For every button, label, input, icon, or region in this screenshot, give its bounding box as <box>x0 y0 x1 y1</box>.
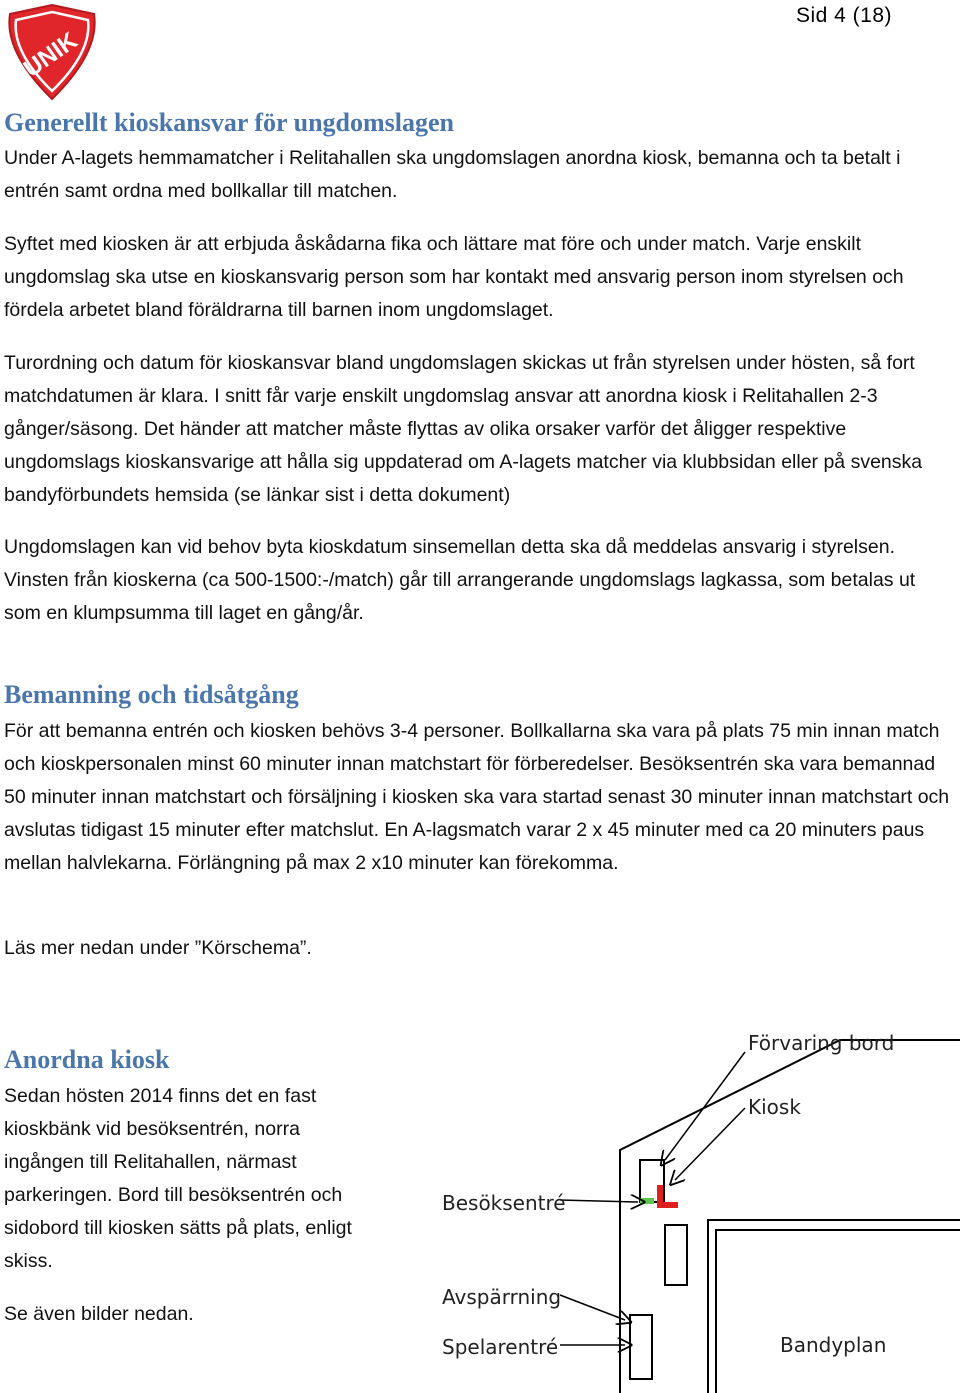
arrow-forvaring <box>665 1052 745 1160</box>
paragraph: Turordning och datum för kioskansvar bland ungdomslagen skickas ut från styrelsen under hösten, så fort matchdatumen är klara. I snitt får varje enskilt ungdomslag ansvar att anordna kiosk i Relitahallen 2-3 gånger/säsong. Det händer att matcher måste flyttas av olika orsaker varför det åligger respektive ungdomslags kioskansvarige att hålla sig uppdaterad om A-lagets matcher via klubbsidan eller på svenska bandyförbundets hemsida (se länkar sist i detta dokument) <box>4 352 923 506</box>
label-kiosk: Kiosk <box>748 1095 801 1119</box>
paragraph: Sedan hösten 2014 finns det en fast kioskbänk vid besöksentrén, norra ingången till Relitahallen, närmast parkeringen. Bord till besöksentrén och sidobord till kiosken sätts på plats, enligt skiss. <box>4 1085 352 1272</box>
label-spelarentre: Spelarentré <box>442 1335 559 1359</box>
arrow-besoksentre <box>560 1200 638 1202</box>
label-forvaring-bord: Förvaring bord <box>748 1031 895 1055</box>
section-heading-bemanning: Bemanning och tidsåtgång <box>4 680 299 709</box>
kiosk-marker <box>660 1185 678 1205</box>
paragraph: För att bemanna entrén och kiosken behövs 3-4 personer. Bollkallarna ska vara på plats 75 min innan match och kioskpersonalen minst 60 minuter innan matchstart för förberedelser. Besöksentrén ska vara bemannad 50 minuter innan matchstart och försäljning i kiosken ska vara startad senast 30 minuter innan matchstart och avslutas tidigast 15 minuter efter matchslut. En A-lagsmatch varar 2 x 45 minuter med ca 20 minuters paus mellan halvlekarna. Förlängning på max 2 x10 minuter kan förekomma. <box>4 720 950 874</box>
club-logo <box>4 2 100 102</box>
label-avsparrning: Avspärrning <box>442 1285 562 1309</box>
section-heading-kioskansvar: Generellt kioskansvar för ungdomslagen <box>4 108 454 137</box>
table-marker <box>640 1198 654 1204</box>
arrow-kiosk <box>675 1108 745 1180</box>
paragraph: Syftet med kiosken är att erbjuda åskådarna fika och lättare mat före och under match. Varje enskilt ungdomslag ska utse en kioskansvarig person som har kontakt med ansvarig person inom styrelsen och fördela arbetet bland föräldrarna till barnen inom ungdomslaget. <box>4 233 904 321</box>
arrow-avsparrning <box>560 1295 625 1320</box>
page-number: Sid 4 (18) <box>795 4 892 27</box>
paragraph: Se även bilder nedan. <box>4 1303 194 1325</box>
hall-inner-wall <box>708 1220 960 1393</box>
hall-inner-wall-2 <box>716 1230 960 1393</box>
logo-text: UNIK <box>18 27 83 83</box>
kiosk-layout-sketch <box>420 1020 960 1393</box>
paragraph: Läs mer nedan under ”Körschema”. <box>4 937 312 959</box>
player-entrance-table <box>630 1315 652 1379</box>
label-besoksentre: Besöksentré <box>442 1191 566 1215</box>
label-bandyplan: Bandyplan <box>780 1333 887 1357</box>
paragraph: Ungdomslagen kan vid behov byta kioskdatum sinsemellan detta ska då meddelas ansvarig i styrelsen. Vinsten från kioskerna (ca 500-1500:-/match) går till arrangerande ungdomslags lagkassa, som betalas ut som en klumpsumma till laget en gång/år. <box>4 536 916 624</box>
paragraph: Under A-lagets hemmamatcher i Relitahallen ska ungdomslagen anordna kiosk, bemanna och ta betalt i entrén samt ordna med bollkallar till matchen. <box>4 147 901 202</box>
entrance-table <box>665 1225 687 1285</box>
section-heading-anordna-kiosk: Anordna kiosk <box>4 1045 170 1074</box>
